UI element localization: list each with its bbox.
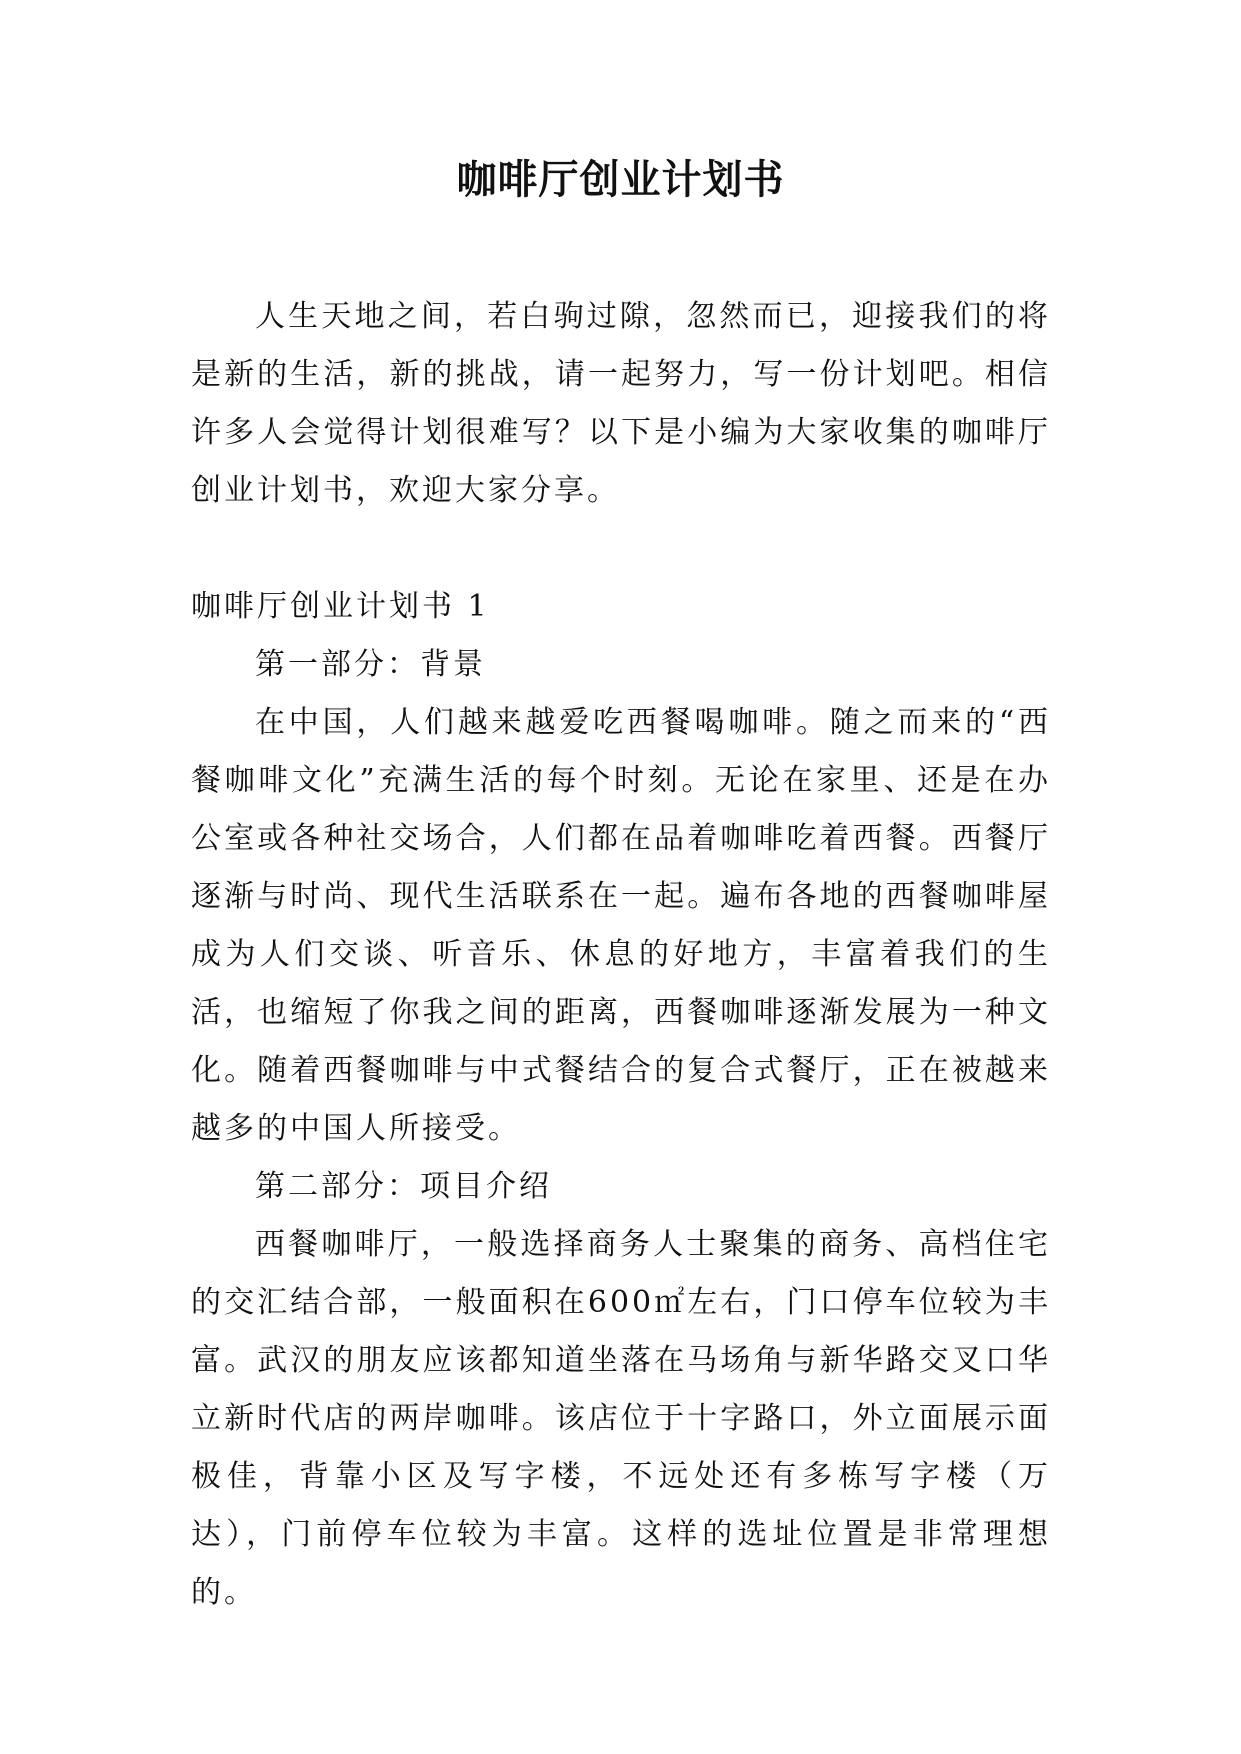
section-title: 咖啡厅创业计划书 1 (191, 589, 490, 624)
intro-paragraph: 人生天地之间，若白驹过隙，忽然而已，迎接我们的将是新的生活，新的挑战，请一起努力，写一份计划吧。相信许多人会觉得计划很难写？以下是小编为大家收集的咖啡厅创业计划书，欢迎大家分享。 (191, 299, 1051, 508)
intro-block (191, 288, 1051, 520)
part2-paragraph: 西餐咖啡厅，一般选择商务人士聚集的商务、高档住宅的交汇结合部，一般面积在600㎡左右，门口停车位较为丰富。武汉的朋友应该都知道坐落在马场角与新华路交叉口华立新时代店的两岸咖啡。该店位于十字路口，外立面展示面极佳，背靠小区及写字楼，不远处还有多栋写字楼（万达），门前停车位较为丰富。这样的选址位置是非常理想的。 (191, 1227, 1051, 1610)
section-content (191, 636, 1051, 1622)
part1-heading: 第一部分：背景 (255, 647, 486, 682)
part2-heading: 第二部分：项目介绍 (255, 1169, 552, 1204)
document-title: 咖啡厅创业计划书 (456, 156, 785, 203)
part1-paragraph: 在中国，人们越来越爱吃西餐喝咖啡。随之而来的“西餐咖啡文化”充满生活的每个时刻。无论在家里、还是在办公室或各种社交场合，人们都在品着咖啡吃着西餐。西餐厅逐渐与时尚、现代生活联系在一起。遍布各地的西餐咖啡屋成为人们交谈、听音乐、休息的好地方，丰富着我们的生活，也缩短了你我之间的距离，西餐咖啡逐渐发展为一种文化。随着西餐咖啡与中式餐结合的复合式餐厅，正在被越来越多的中国人所接受。 (191, 705, 1051, 1146)
